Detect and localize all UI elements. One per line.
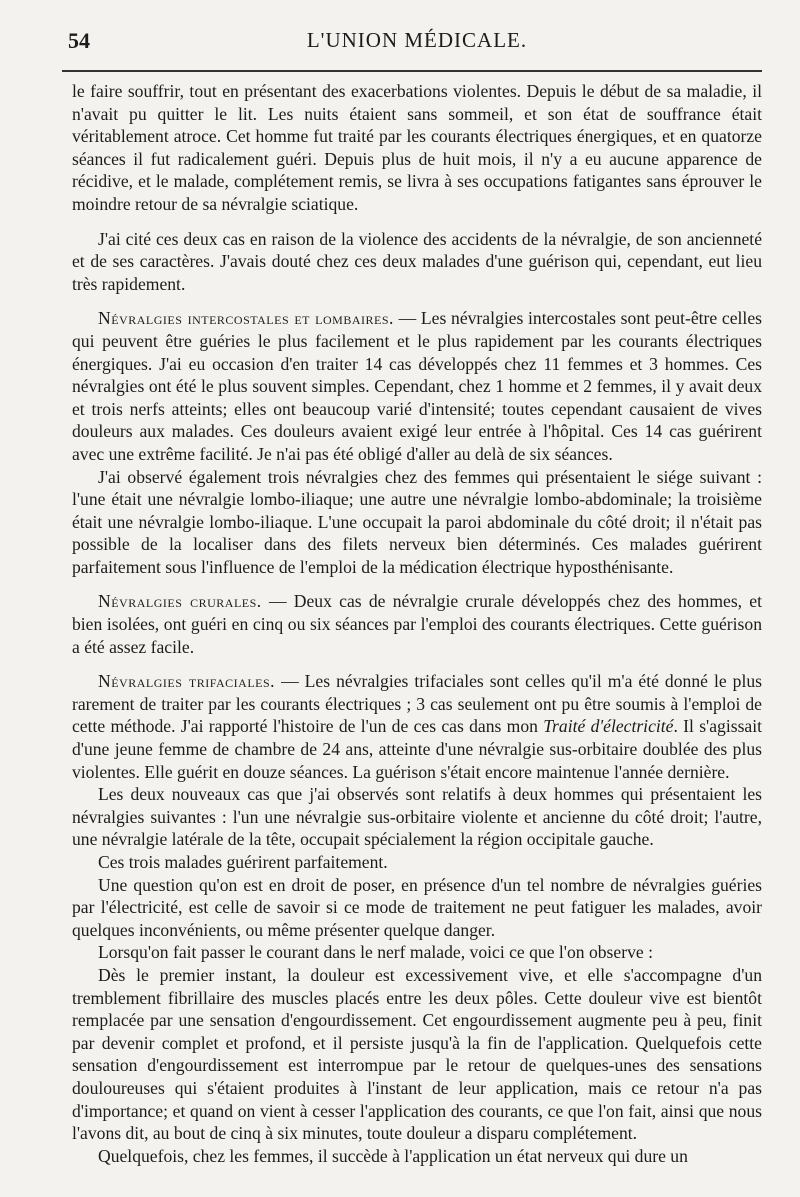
paragraph-intercostales: Névralgies intercostales et lombaires. — Les névralgies intercostales sont peut-être celles qui peuvent être guéries le plus facilement et le plus rapidement par les courants électriques énergiques. J'ai eu occasion d'en traiter 14 cas développés chez 11 femmes et 3 hommes. Ces névralgies ont été le plus souvent simples. Cependant, chez 1 homme et 2 femmes, il y avait deux et trois nerfs atteints; elles ont beaucoup varié d'intensité; toutes cependant causaient de vives douleurs aux malades. Ces douleurs avaient exigé leur entrée à l'hôpital. Ces 14 cas guérirent avec une extrême facilité. Je n'ai pas été obligé d'aller au delà de six séances.	[72, 308, 762, 464]
paragraph-9: Une question qu'on est en droit de poser, en présence d'un tel nombre de névralgies guéries par l'électricité, est celle de savoir si ce mode de traitement ne peut fatiguer les malades, avoir quelques inconvénients, ou même présenter quelque danger.	[72, 874, 762, 940]
paragraph-7: Les deux nouveaux cas que j'ai observés sont relatifs à deux hommes qui présentaient les névralgies suivantes : l'un une névralgie sus-orbitaire violente et ancienne du côté droit; l'autre, une névralgie latérale de la tête, occupait spécialement la région occipitale gauche.	[72, 784, 762, 850]
paragraph-10: Lorsqu'on fait passer le courant dans le nerf malade, voici ce que l'on observe :	[98, 942, 653, 963]
section-heading: Névralgies trifaciales.	[98, 671, 276, 692]
paragraph-2: J'ai cité ces deux cas en raison de la violence des accidents de la névralgie, de son ancienneté et de ses caractères. J'avais douté chez ces deux malades d'une guérison qui, cependant, eut lieu très rapidement.	[72, 228, 762, 294]
paragraph-trifaciales: Névralgies trifaciales. — Les névralgies trifaciales sont celles qu'il m'a été donné le plus rarement de traiter par les courants électriques ; 3 cas seulement ont pu être soumis à l'emploi de cette méthode. J'ai rapporté l'histoire de l'un de ces cas dans mon Traité d'électricité. Il s'agissait d'une jeune femme de chambre de 24 ans, atteinte d'une névralgie sus-orbitaire doublée des plus violentes. Elle guérit en douze séances. La guérison s'était encore maintenue l'année dernière.	[72, 671, 762, 782]
section-heading: Névralgies crurales.	[98, 591, 262, 612]
book-title: Traité d'électricité	[543, 716, 674, 737]
section-heading: Névralgies intercostales et lombaires.	[98, 308, 394, 329]
paragraph-1: le faire souffrir, tout en présentant des exacerbations violentes. Depuis le début de sa maladie, il n'avait pu quitter le lit. Les nuits étaient sans sommeil, et son état de souffrance était véritablement atroce. Cet homme fut traité par les courants électriques énergiques, et en quatorze séances il fut radicalement guéri. Depuis plus de huit mois, il n'y a eu aucune apparence de récidive, et le malade, complétement remis, se livra à ses occupations fatigantes sans éprouver le moindre retour de sa névralgie sciatique.	[72, 81, 762, 214]
journal-title: L'UNION MÉDICALE.	[306, 28, 528, 52]
body-text	[72, 80, 762, 1167]
paragraph-4: J'ai observé également trois névralgies chez des femmes qui présentaient le siége suivant : l'une était une névralgie lombo-iliaque; une autre une névralgie lombo-abdominale; la troisième était une névralgie lombo-iliaque. L'une occupait la paroi abdominale du côté droit; il n'était pas possible de la localiser dans des filets nerveux bien déterminés. Ces malades guérirent parfaitement sous l'influence de l'emploi de la médication électrique hyposthénisante.	[72, 466, 762, 577]
paragraph-11: Dès le premier instant, la douleur est excessivement vive, et elle s'accompagne d'un tremblement fibrillaire des muscles placés entre les deux pôles. Cette douleur vive est bientôt remplacée par une sensation d'engourdissement. Cet engourdissement augmente peu à peu, finit par devenir complet et profond, et il persiste jusqu'à la fin de l'application. Quelquefois cette sensation d'engourdissement est interrompue par le retour de quelques-unes des sensations douloureuses qui s'étaient produites à l'instant de leur application, mais ce retour n'a pas d'importance; et quand on vient à cesser l'application des courants, ce que l'on fait, ainsi que nous l'avons dit, au bout de cinq à six minutes, toute douleur a disparu complétement.	[72, 964, 762, 1144]
running-header	[68, 22, 762, 56]
paragraph-12: Quelquefois, chez les femmes, il succède à l'application un état nerveux qui dure un	[98, 1145, 688, 1166]
page-number: 54	[68, 28, 90, 53]
paragraph-8: Ces trois malades guérirent parfaitement.	[98, 852, 388, 872]
paragraph-crurales: Névralgies crurales. — Deux cas de névralgie crurale développés chez des hommes, et bien isolées, ont guéri en cinq ou six séances par l'emploi des courants électriques. Cette guérison a été assez facile.	[72, 591, 763, 657]
header-rule	[62, 70, 762, 72]
